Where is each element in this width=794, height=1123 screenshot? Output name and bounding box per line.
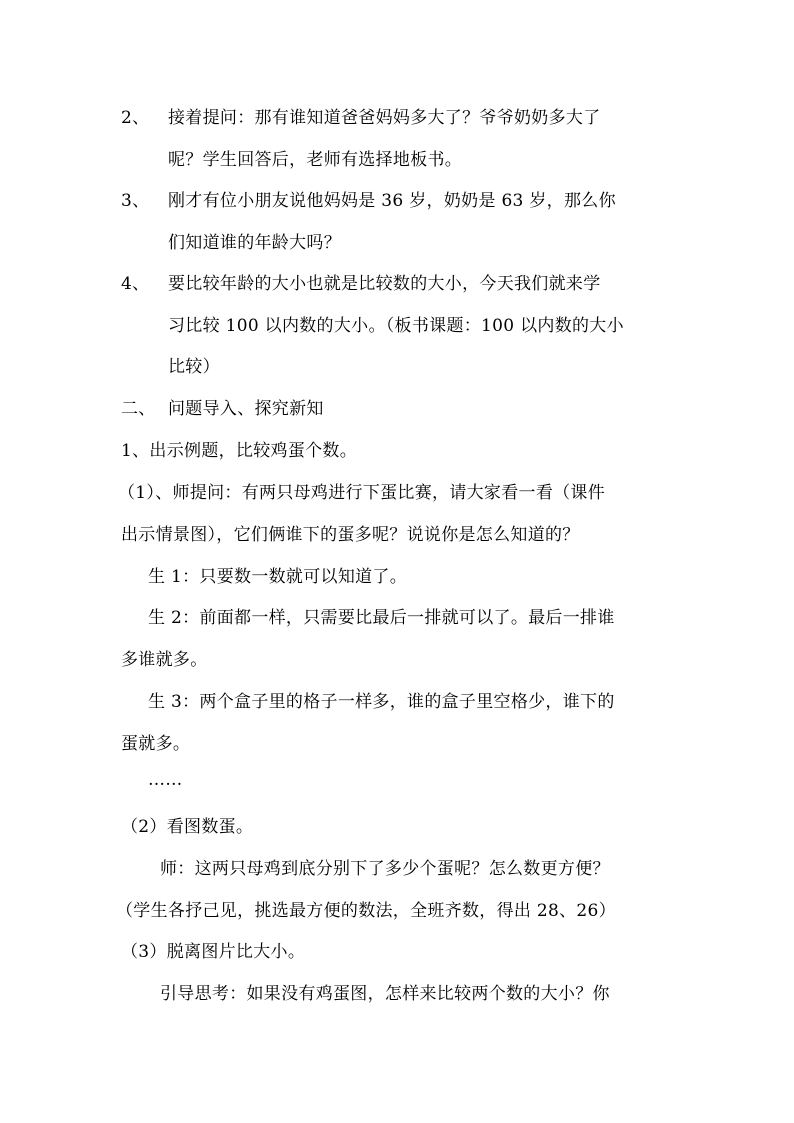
student-3-line-1: 生 3：两个盒子里的格子一样多，谁的盒子里空格少，谁下的 [148,692,615,712]
guided-thinking: 引导思考：如果没有鸡蛋图，怎样来比较两个数的大小？你 [160,984,610,1004]
item-3-line-2: 们知道谁的年龄大吗？ [168,233,341,253]
paragraph-question-line-1: （1）、师提问：有两只母鸡进行下蛋比赛，请大家看一看（课件 [118,483,606,503]
paragraph-question-line-2: 出示情景图），它们俩谁下的蛋多呢？说说你是怎么知道的？ [121,525,580,545]
teacher-question-line-2: （学生各抒己见，挑选最方便的数法，全班齐数，得出 28、26） [116,901,616,921]
item-4-line-1: 要比较年龄的大小也就是比较数的大小，今天我们就来学 [168,274,601,294]
list-number-2: 2、 [121,108,150,128]
student-2-line-2: 多谁就多。 [121,650,208,670]
paragraph-compare: （3）脱离图片比大小。 [121,942,306,962]
ellipsis: …… [148,770,183,790]
list-number-4: 4、 [121,274,150,294]
paragraph-count-eggs: （2）看图数蛋。 [121,817,254,837]
item-4-line-2: 习比较 100 以内数的大小。（板书课题：100 以内数的大小 [168,316,624,336]
section-title: 问题导入、探究新知 [168,399,324,419]
student-2-line-1: 生 2：前面都一样，只需要比最后一排就可以了。最后一排谁 [148,608,615,628]
section-number: 二、 [121,399,156,419]
item-2-line-2: 呢？学生回答后，老师有选择地板书。 [168,150,463,170]
item-2-line-1: 接着提问：那有谁知道爸爸妈妈多大了？爷爷奶奶多大了 [168,108,601,128]
list-number-3: 3、 [121,191,150,211]
student-1-answer: 生 1：只要数一数就可以知道了。 [148,567,408,587]
item-3-line-1: 刚才有位小朋友说他妈妈是 36 岁，奶奶是 63 岁，那么你 [168,191,616,211]
student-3-line-2: 蛋就多。 [121,734,191,754]
paragraph-example: 1、出示例题，比较鸡蛋个数。 [121,441,358,461]
teacher-question-line-1: 师：这两只母鸡到底分别下了多少个蛋呢？怎么数更方便？ [160,859,610,879]
item-4-line-3: 比较） [168,357,220,377]
